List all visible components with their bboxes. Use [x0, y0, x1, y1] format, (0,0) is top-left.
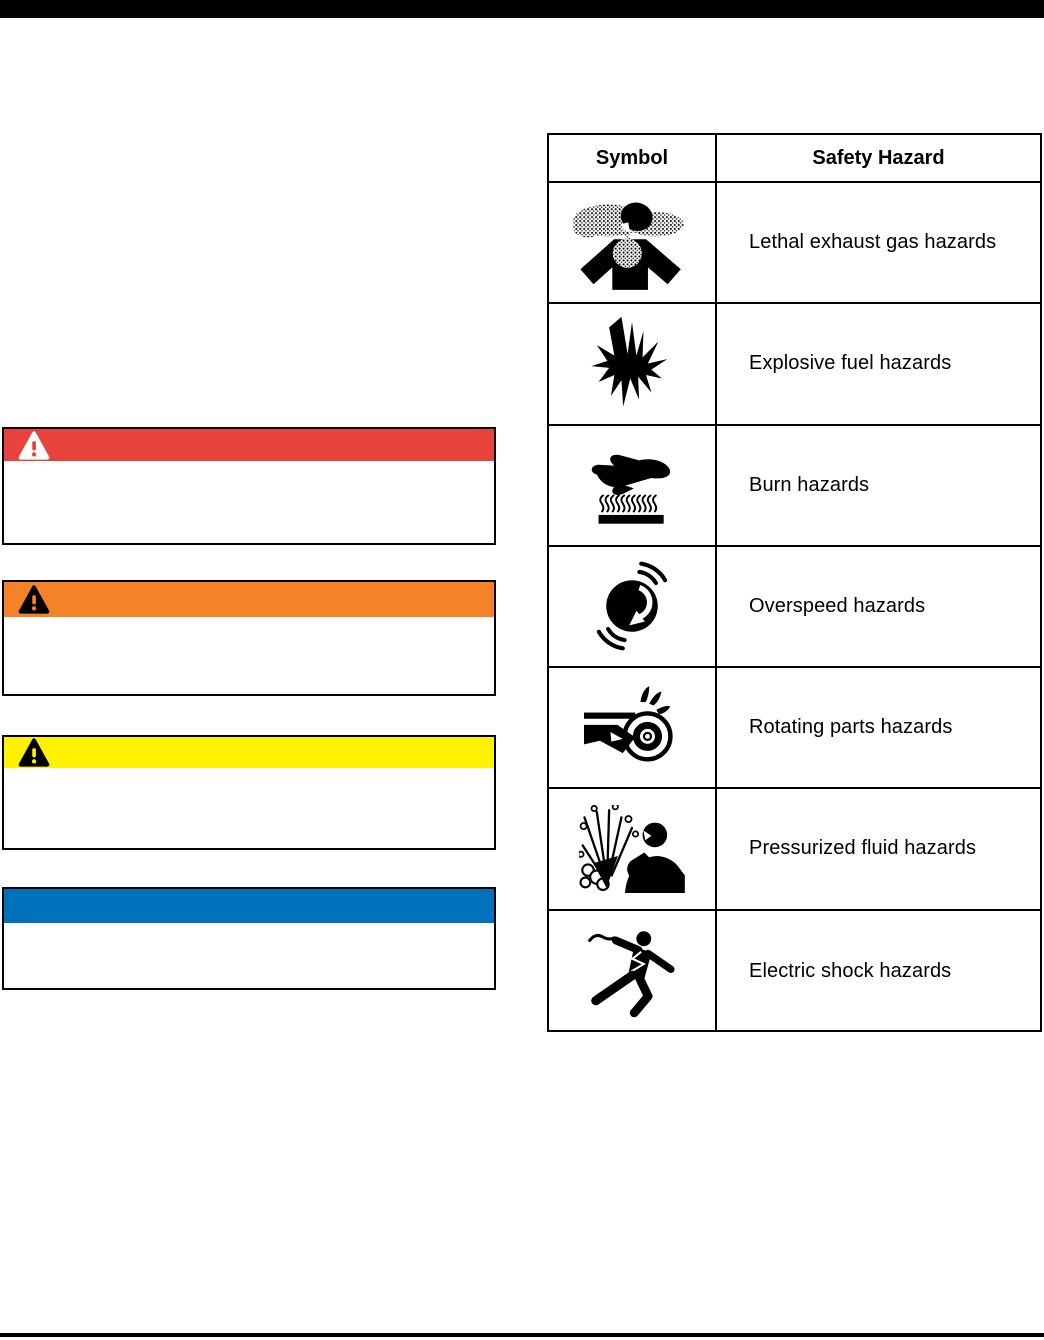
hazard-label: Rotating parts hazards: [717, 668, 1040, 789]
burn-icon: [588, 441, 676, 529]
hazard-label: Electric shock hazards: [749, 959, 952, 982]
table-row-symbol: [549, 547, 717, 668]
column-header-safety-hazard: Safety Hazard: [717, 135, 1040, 183]
hazard-symbol-table: [547, 133, 1042, 1032]
electric-shock-icon: [586, 923, 678, 1019]
table-row-symbol: [549, 304, 717, 425]
table-row-symbol: [549, 183, 717, 304]
hazard-label: Explosive fuel hazards: [717, 304, 1040, 425]
top-rule: [0, 0, 1044, 18]
rotating-parts-icon: [584, 686, 681, 770]
warning-triangle-icon: [17, 431, 51, 460]
lethal-exhaust-gas-icon: [571, 196, 693, 290]
table-row-symbol: [549, 426, 717, 547]
warning-triangle-icon: [17, 585, 51, 614]
notice-alert-panel: [2, 887, 496, 990]
danger-alert-header: [4, 429, 494, 461]
hazard-label: Burn hazards: [717, 426, 1040, 547]
column-header-symbol: Symbol: [549, 135, 717, 183]
hazard-label: Pressurized fluid hazards: [717, 789, 1040, 910]
pressurized-fluid-icon: [579, 805, 685, 893]
notice-alert-header: [4, 889, 494, 923]
caution-alert-panel: [2, 735, 496, 850]
table-row-symbol: [549, 668, 717, 789]
hazard-label: Lethal exhaust gas hazards: [717, 183, 1040, 304]
table-row-symbol: [549, 789, 717, 910]
hazard-label: Overspeed hazards: [717, 547, 1040, 668]
warning-alert-header: [4, 582, 494, 617]
caution-alert-header: [4, 737, 494, 768]
danger-alert-panel: [2, 427, 496, 545]
warning-alert-panel: [2, 580, 496, 696]
table-row-symbol: [549, 911, 717, 1032]
overspeed-icon: [586, 560, 678, 652]
warning-triangle-icon: [17, 738, 51, 767]
explosive-fuel-icon: [588, 315, 676, 412]
bottom-rule: [0, 1333, 1044, 1337]
